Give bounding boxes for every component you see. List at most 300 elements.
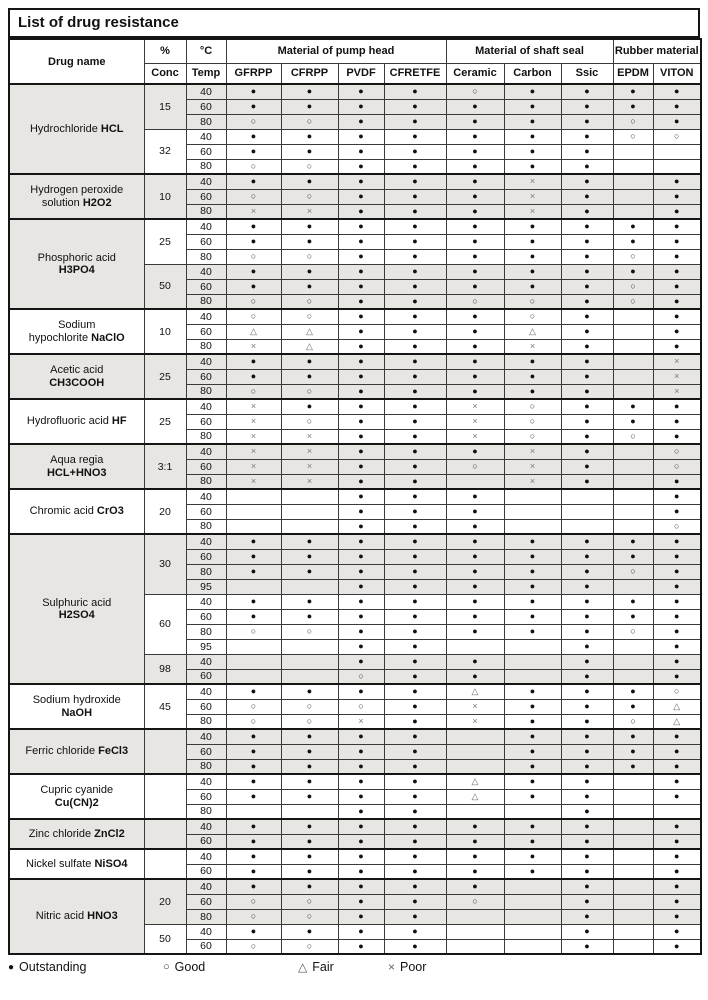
- resistance-cell: △: [281, 324, 338, 339]
- resistance-cell: ●: [561, 849, 613, 864]
- temp-cell: 80: [186, 909, 226, 924]
- resistance-cell: ●: [613, 744, 653, 759]
- resistance-cell: ●: [653, 219, 701, 234]
- resistance-cell: ●: [226, 684, 281, 699]
- resistance-cell: ●: [613, 594, 653, 609]
- drug-name-cell: Aqua regia HCL+HNO3: [9, 444, 144, 489]
- resistance-cell: ●: [446, 849, 504, 864]
- group-header-rubber: Rubber material: [613, 39, 701, 63]
- resistance-cell: ●: [653, 474, 701, 489]
- resistance-cell: ○: [281, 384, 338, 399]
- resistance-cell: ●: [384, 834, 446, 849]
- resistance-cell: ●: [281, 879, 338, 894]
- legend-label: Poor: [400, 960, 427, 974]
- resistance-cell: ●: [561, 669, 613, 684]
- resistance-cell: ●: [561, 924, 613, 939]
- conc-cell: 98: [144, 654, 186, 684]
- resistance-cell: ●: [384, 384, 446, 399]
- resistance-cell: ●: [446, 594, 504, 609]
- resistance-cell: ●: [446, 99, 504, 114]
- conc-cell: 45: [144, 684, 186, 729]
- resistance-cell: ●: [226, 774, 281, 789]
- resistance-cell: ●: [384, 609, 446, 624]
- temp-cell: 80: [186, 804, 226, 819]
- conc-cell: 50: [144, 924, 186, 954]
- conc-cell: [144, 729, 186, 774]
- drug-name-cell: Hydrofluoric acid HF: [9, 399, 144, 444]
- resistance-cell: ●: [384, 729, 446, 744]
- resistance-cell: ●: [226, 879, 281, 894]
- resistance-cell: [613, 474, 653, 489]
- resistance-cell: ●: [384, 354, 446, 369]
- resistance-cell: ●: [653, 234, 701, 249]
- resistance-cell: ●: [338, 324, 384, 339]
- resistance-cell: ●: [613, 609, 653, 624]
- resistance-cell: ×: [653, 354, 701, 369]
- resistance-cell: ●: [561, 804, 613, 819]
- resistance-cell: ×: [504, 339, 561, 354]
- resistance-cell: ●: [446, 309, 504, 324]
- resistance-cell: ●: [338, 564, 384, 579]
- resistance-cell: ●: [338, 219, 384, 234]
- resistance-cell: ●: [338, 759, 384, 774]
- resistance-cell: ○: [281, 714, 338, 729]
- resistance-cell: ●: [338, 84, 384, 99]
- temp-cell: 60: [186, 834, 226, 849]
- resistance-cell: ●: [653, 894, 701, 909]
- resistance-cell: ●: [653, 654, 701, 669]
- resistance-cell: ●: [613, 414, 653, 429]
- resistance-cell: ●: [281, 84, 338, 99]
- resistance-cell: ●: [504, 234, 561, 249]
- resistance-cell: ●: [561, 744, 613, 759]
- resistance-cell: ●: [561, 414, 613, 429]
- resistance-cell: ●: [561, 129, 613, 144]
- resistance-cell: ●: [446, 504, 504, 519]
- resistance-cell: ●: [446, 204, 504, 219]
- resistance-cell: ●: [226, 759, 281, 774]
- resistance-cell: [653, 804, 701, 819]
- conc-cell: [144, 774, 186, 819]
- conc-cell: 25: [144, 399, 186, 444]
- resistance-cell: ×: [226, 204, 281, 219]
- resistance-cell: ●: [504, 579, 561, 594]
- resistance-cell: ●: [338, 594, 384, 609]
- resistance-cell: ●: [281, 144, 338, 159]
- resistance-cell: ×: [226, 444, 281, 459]
- resistance-cell: [613, 864, 653, 879]
- resistance-cell: ●: [446, 339, 504, 354]
- resistance-cell: ●: [561, 594, 613, 609]
- resistance-cell: ●: [384, 219, 446, 234]
- temp-cell: 60: [186, 744, 226, 759]
- temp-cell: 60: [186, 459, 226, 474]
- legend-fair-symbol: △: [298, 960, 308, 974]
- resistance-cell: ○: [226, 294, 281, 309]
- resistance-cell: ●: [653, 264, 701, 279]
- resistance-cell: ●: [226, 264, 281, 279]
- drug-name-cell: Ferric chloride FeCl3: [9, 729, 144, 774]
- resistance-cell: ●: [653, 609, 701, 624]
- resistance-cell: ●: [653, 174, 701, 189]
- resistance-cell: ●: [561, 534, 613, 549]
- resistance-cell: ○: [226, 624, 281, 639]
- resistance-cell: ○: [653, 459, 701, 474]
- drug-name-cell: Hydrochloride HCL: [9, 84, 144, 174]
- resistance-cell: ○: [226, 699, 281, 714]
- resistance-cell: ×: [504, 204, 561, 219]
- resistance-cell: ●: [446, 444, 504, 459]
- resistance-cell: ●: [281, 924, 338, 939]
- resistance-cell: [226, 579, 281, 594]
- resistance-cell: [613, 339, 653, 354]
- resistance-cell: ●: [504, 114, 561, 129]
- legend-item: [8, 960, 163, 974]
- resistance-cell: [226, 489, 281, 504]
- resistance-cell: ○: [226, 114, 281, 129]
- resistance-cell: ●: [384, 129, 446, 144]
- resistance-cell: ●: [338, 384, 384, 399]
- resistance-cell: ●: [338, 339, 384, 354]
- resistance-cell: ●: [384, 624, 446, 639]
- resistance-cell: ×: [281, 429, 338, 444]
- resistance-cell: ●: [338, 774, 384, 789]
- resistance-cell: ●: [338, 894, 384, 909]
- resistance-cell: ●: [446, 129, 504, 144]
- resistance-cell: ○: [281, 114, 338, 129]
- resistance-cell: [613, 204, 653, 219]
- temp-cell: 40: [186, 774, 226, 789]
- resistance-cell: [446, 804, 504, 819]
- resistance-cell: ●: [384, 84, 446, 99]
- temp-cell: 60: [186, 414, 226, 429]
- resistance-cell: ●: [613, 759, 653, 774]
- resistance-cell: ●: [504, 84, 561, 99]
- resistance-cell: ●: [561, 609, 613, 624]
- conc-cell: 10: [144, 174, 186, 219]
- resistance-cell: ●: [561, 474, 613, 489]
- resistance-cell: ●: [226, 864, 281, 879]
- resistance-cell: △: [504, 324, 561, 339]
- conc-cell: [144, 849, 186, 879]
- resistance-cell: [613, 144, 653, 159]
- resistance-cell: ●: [446, 384, 504, 399]
- temp-cell: 60: [186, 279, 226, 294]
- resistance-cell: ●: [384, 234, 446, 249]
- legend-label: Good: [174, 960, 206, 974]
- resistance-cell: ●: [384, 594, 446, 609]
- resistance-cell: ●: [338, 939, 384, 954]
- legend-item: [163, 960, 298, 974]
- resistance-cell: ●: [504, 144, 561, 159]
- resistance-cell: [226, 804, 281, 819]
- resistance-cell: ●: [338, 504, 384, 519]
- resistance-cell: ●: [504, 744, 561, 759]
- resistance-cell: ●: [561, 699, 613, 714]
- resistance-cell: ●: [561, 249, 613, 264]
- resistance-cell: ●: [384, 414, 446, 429]
- resistance-cell: ●: [561, 429, 613, 444]
- resistance-cell: ●: [561, 864, 613, 879]
- col-header-conc: Conc: [144, 63, 186, 84]
- resistance-cell: ●: [384, 369, 446, 384]
- resistance-cell: ○: [281, 249, 338, 264]
- resistance-cell: ●: [384, 759, 446, 774]
- resistance-cell: ●: [446, 549, 504, 564]
- resistance-cell: ×: [504, 189, 561, 204]
- temp-cell: 80: [186, 474, 226, 489]
- resistance-cell: ●: [384, 144, 446, 159]
- resistance-cell: ○: [226, 309, 281, 324]
- temp-cell: 60: [186, 609, 226, 624]
- conc-cell: 3:1: [144, 444, 186, 489]
- resistance-cell: ●: [613, 699, 653, 714]
- temp-cell: 60: [186, 99, 226, 114]
- resistance-cell: △: [226, 324, 281, 339]
- resistance-cell: ●: [653, 189, 701, 204]
- resistance-cell: ●: [504, 159, 561, 174]
- resistance-cell: [226, 504, 281, 519]
- resistance-cell: [653, 144, 701, 159]
- drug-name-cell: Zinc chloride ZnCl2: [9, 819, 144, 849]
- resistance-cell: ●: [281, 219, 338, 234]
- legend-good-symbol: ○: [163, 961, 170, 973]
- resistance-cell: ●: [504, 774, 561, 789]
- temp-cell: 60: [186, 369, 226, 384]
- resistance-cell: ○: [613, 564, 653, 579]
- resistance-cell: ×: [226, 459, 281, 474]
- resistance-cell: ●: [384, 459, 446, 474]
- resistance-cell: △: [653, 699, 701, 714]
- resistance-cell: ●: [384, 159, 446, 174]
- resistance-cell: ●: [226, 369, 281, 384]
- resistance-cell: ●: [561, 204, 613, 219]
- resistance-cell: ●: [504, 834, 561, 849]
- resistance-cell: ●: [561, 564, 613, 579]
- table-header: [9, 39, 701, 84]
- resistance-cell: ●: [561, 339, 613, 354]
- resistance-cell: ●: [384, 894, 446, 909]
- resistance-cell: ●: [561, 144, 613, 159]
- drug-name-cell: Sodium hypochlorite NaClO: [9, 309, 144, 354]
- resistance-cell: [226, 639, 281, 654]
- resistance-cell: ●: [561, 399, 613, 414]
- temp-cell: 40: [186, 129, 226, 144]
- resistance-cell: [281, 804, 338, 819]
- temp-cell: 95: [186, 639, 226, 654]
- resistance-cell: ○: [613, 294, 653, 309]
- col-header-drug-name: Drug name: [9, 39, 144, 84]
- resistance-cell: ●: [613, 684, 653, 699]
- resistance-cell: ●: [653, 594, 701, 609]
- resistance-cell: ●: [226, 609, 281, 624]
- resistance-cell: ●: [384, 174, 446, 189]
- temp-cell: 60: [186, 189, 226, 204]
- resistance-cell: ●: [338, 429, 384, 444]
- resistance-cell: △: [446, 684, 504, 699]
- resistance-cell: ●: [561, 174, 613, 189]
- resistance-cell: ×: [281, 459, 338, 474]
- resistance-cell: ●: [338, 879, 384, 894]
- resistance-cell: ●: [338, 474, 384, 489]
- resistance-cell: ●: [338, 909, 384, 924]
- resistance-cell: ●: [338, 414, 384, 429]
- resistance-cell: ○: [653, 684, 701, 699]
- resistance-cell: [613, 834, 653, 849]
- temp-cell: 60: [186, 894, 226, 909]
- temp-cell: 60: [186, 144, 226, 159]
- resistance-cell: ●: [613, 219, 653, 234]
- resistance-cell: ×: [338, 714, 384, 729]
- resistance-cell: ○: [281, 939, 338, 954]
- resistance-cell: [446, 729, 504, 744]
- resistance-cell: [613, 504, 653, 519]
- resistance-cell: ○: [446, 294, 504, 309]
- resistance-cell: ○: [226, 909, 281, 924]
- resistance-cell: ○: [226, 939, 281, 954]
- resistance-cell: ●: [226, 174, 281, 189]
- resistance-cell: ●: [561, 714, 613, 729]
- resistance-cell: [613, 309, 653, 324]
- resistance-cell: ●: [653, 819, 701, 834]
- resistance-cell: ●: [446, 159, 504, 174]
- resistance-cell: ●: [446, 489, 504, 504]
- resistance-cell: △: [281, 339, 338, 354]
- resistance-cell: ●: [338, 744, 384, 759]
- resistance-cell: ●: [446, 324, 504, 339]
- resistance-cell: ×: [226, 429, 281, 444]
- resistance-cell: ●: [338, 639, 384, 654]
- resistance-cell: ○: [613, 624, 653, 639]
- resistance-cell: ●: [384, 819, 446, 834]
- resistance-cell: ●: [384, 249, 446, 264]
- resistance-cell: ●: [561, 579, 613, 594]
- col-header-cfretfe: CFRETFE: [384, 63, 446, 84]
- resistance-cell: ●: [384, 549, 446, 564]
- temp-cell: 80: [186, 624, 226, 639]
- resistance-cell: ●: [504, 264, 561, 279]
- temp-cell: 60: [186, 324, 226, 339]
- resistance-cell: ●: [561, 264, 613, 279]
- resistance-cell: ○: [613, 114, 653, 129]
- resistance-cell: ●: [338, 489, 384, 504]
- temp-cell: 40: [186, 444, 226, 459]
- temp-cell: 60: [186, 549, 226, 564]
- resistance-cell: ●: [653, 294, 701, 309]
- resistance-cell: ○: [446, 894, 504, 909]
- resistance-cell: ●: [384, 474, 446, 489]
- resistance-cell: ●: [613, 549, 653, 564]
- resistance-cell: ●: [504, 534, 561, 549]
- page-title: List of drug resistance: [8, 8, 700, 38]
- resistance-cell: ●: [384, 639, 446, 654]
- resistance-cell: ●: [446, 879, 504, 894]
- resistance-cell: ○: [226, 384, 281, 399]
- resistance-cell: ●: [653, 549, 701, 564]
- resistance-cell: ●: [281, 99, 338, 114]
- resistance-cell: ●: [561, 684, 613, 699]
- resistance-cell: ●: [653, 849, 701, 864]
- temp-cell: 40: [186, 879, 226, 894]
- drug-name-cell: Cupric cyanide Cu(CN)2: [9, 774, 144, 819]
- resistance-cell: [281, 654, 338, 669]
- temp-cell: 60: [186, 504, 226, 519]
- resistance-cell: ●: [561, 774, 613, 789]
- resistance-cell: ×: [504, 459, 561, 474]
- temp-cell: 40: [186, 849, 226, 864]
- resistance-cell: ●: [446, 354, 504, 369]
- resistance-cell: ●: [338, 924, 384, 939]
- resistance-cell: ●: [384, 669, 446, 684]
- resistance-cell: ●: [446, 279, 504, 294]
- resistance-cell: ●: [653, 204, 701, 219]
- resistance-cell: ●: [226, 129, 281, 144]
- resistance-cell: ●: [384, 444, 446, 459]
- resistance-cell: ●: [384, 114, 446, 129]
- resistance-cell: ●: [561, 939, 613, 954]
- resistance-cell: ●: [653, 864, 701, 879]
- conc-cell: 50: [144, 264, 186, 309]
- drug-name-cell: Sulphuric acid H2SO4: [9, 534, 144, 684]
- resistance-cell: ×: [226, 339, 281, 354]
- resistance-cell: ●: [561, 894, 613, 909]
- resistance-cell: ●: [653, 639, 701, 654]
- resistance-cell: [226, 654, 281, 669]
- resistance-cell: ×: [653, 384, 701, 399]
- resistance-cell: ●: [653, 114, 701, 129]
- resistance-cell: ●: [653, 774, 701, 789]
- resistance-cell: ●: [653, 579, 701, 594]
- resistance-cell: ●: [281, 759, 338, 774]
- resistance-cell: ●: [338, 789, 384, 804]
- resistance-cell: ●: [226, 789, 281, 804]
- resistance-cell: [613, 654, 653, 669]
- drug-name-cell: Sodium hydroxide NaOH: [9, 684, 144, 729]
- resistance-cell: ●: [384, 564, 446, 579]
- resistance-cell: ●: [338, 654, 384, 669]
- resistance-cell: ●: [561, 219, 613, 234]
- resistance-cell: ●: [653, 744, 701, 759]
- resistance-cell: ○: [338, 669, 384, 684]
- temp-cell: 40: [186, 729, 226, 744]
- resistance-cell: ●: [561, 459, 613, 474]
- resistance-cell: [613, 939, 653, 954]
- resistance-cell: [504, 639, 561, 654]
- resistance-cell: [613, 774, 653, 789]
- resistance-cell: ●: [338, 144, 384, 159]
- resistance-cell: ●: [226, 84, 281, 99]
- drug-name-cell: Nitric acid HNO3: [9, 879, 144, 954]
- resistance-cell: ●: [384, 204, 446, 219]
- table-body: [9, 84, 701, 954]
- col-header-carbon: Carbon: [504, 63, 561, 84]
- resistance-cell: ●: [281, 684, 338, 699]
- col-header-epdm: EPDM: [613, 63, 653, 84]
- resistance-cell: ●: [446, 519, 504, 534]
- resistance-cell: ○: [338, 699, 384, 714]
- resistance-cell: ●: [561, 159, 613, 174]
- drug-name-cell: Chromic acid CrO3: [9, 489, 144, 534]
- temp-cell: 60: [186, 234, 226, 249]
- resistance-cell: ●: [561, 834, 613, 849]
- resistance-cell: ○: [281, 189, 338, 204]
- resistance-cell: [504, 894, 561, 909]
- resistance-cell: [613, 819, 653, 834]
- resistance-cell: [281, 639, 338, 654]
- resistance-cell: ●: [504, 609, 561, 624]
- col-header-conc-pct: %: [144, 39, 186, 63]
- resistance-cell: ●: [653, 729, 701, 744]
